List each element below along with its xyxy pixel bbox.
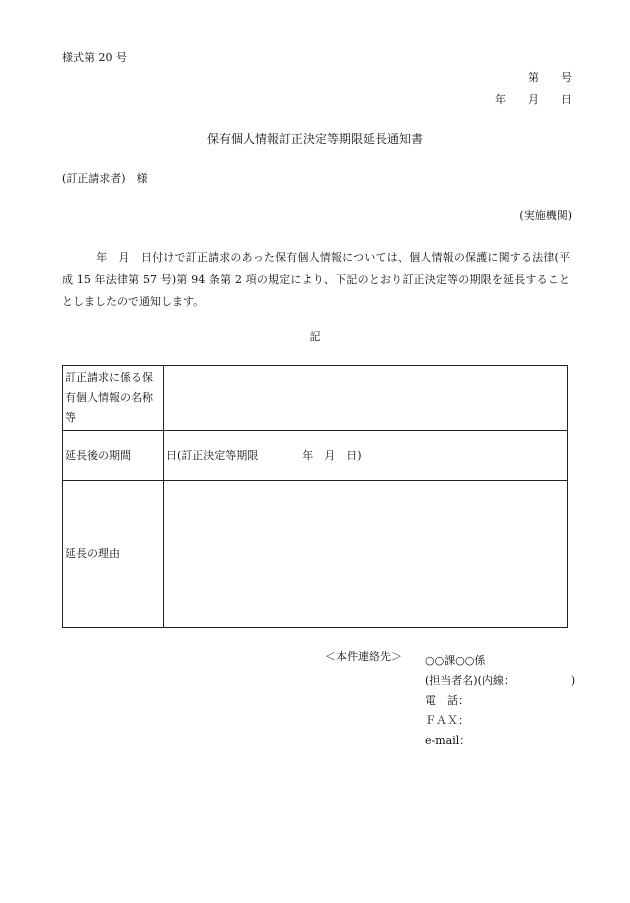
extended-period-label: 延長後の期間 <box>63 431 164 481</box>
info-name-value <box>164 366 568 431</box>
extension-reason-label: 延長の理由 <box>63 481 164 628</box>
document-date: 年 月 日 <box>495 93 572 106</box>
contact-block <box>425 651 575 751</box>
form-number: 様式第 20 号 <box>62 51 127 64</box>
table-row <box>63 431 568 481</box>
notice-body <box>62 247 570 313</box>
contact-person-close: ) <box>570 674 576 687</box>
addressee: (訂正請求者) 様 <box>62 172 148 185</box>
extension-reason-value <box>164 481 568 628</box>
extended-period-day: 日(訂正決定等期限 <box>166 448 259 462</box>
extended-period-date: 年 月 日) <box>302 448 362 462</box>
contact-person <box>425 671 575 691</box>
contact-heading: ＜本件連絡先＞ <box>325 650 402 663</box>
table-row <box>63 366 568 431</box>
issuing-agency: (実施機関) <box>519 209 572 222</box>
contact-section: ○○課○○係 <box>425 654 486 667</box>
contact-phone: 電 話： <box>425 694 469 707</box>
contact-person-label: (担当者名)(内線： <box>425 674 515 687</box>
table-row <box>63 481 568 628</box>
contact-fax: ＦＡＸ： <box>425 714 469 727</box>
details-table <box>62 365 568 628</box>
document-number: 第 号 <box>528 71 572 84</box>
extended-period-value <box>164 431 568 481</box>
document-title: 保有個人情報訂正決定等期限延長通知書 <box>206 132 423 146</box>
ki-heading: 記 <box>309 330 321 343</box>
notice-body-text: 年 月 日付けで訂正請求のあった保有個人情報については、個人情報の保護に関する法律(平成 15 年法律第 57 号)第 94 条第 2 項の規定により、下記のとおり訂正決定等の期限を延長することとしましたので通知します。 <box>62 251 570 308</box>
contact-email: e-mail： <box>425 734 471 747</box>
info-name-label: 訂正請求に係る保有個人情報の名称等 <box>63 366 164 431</box>
